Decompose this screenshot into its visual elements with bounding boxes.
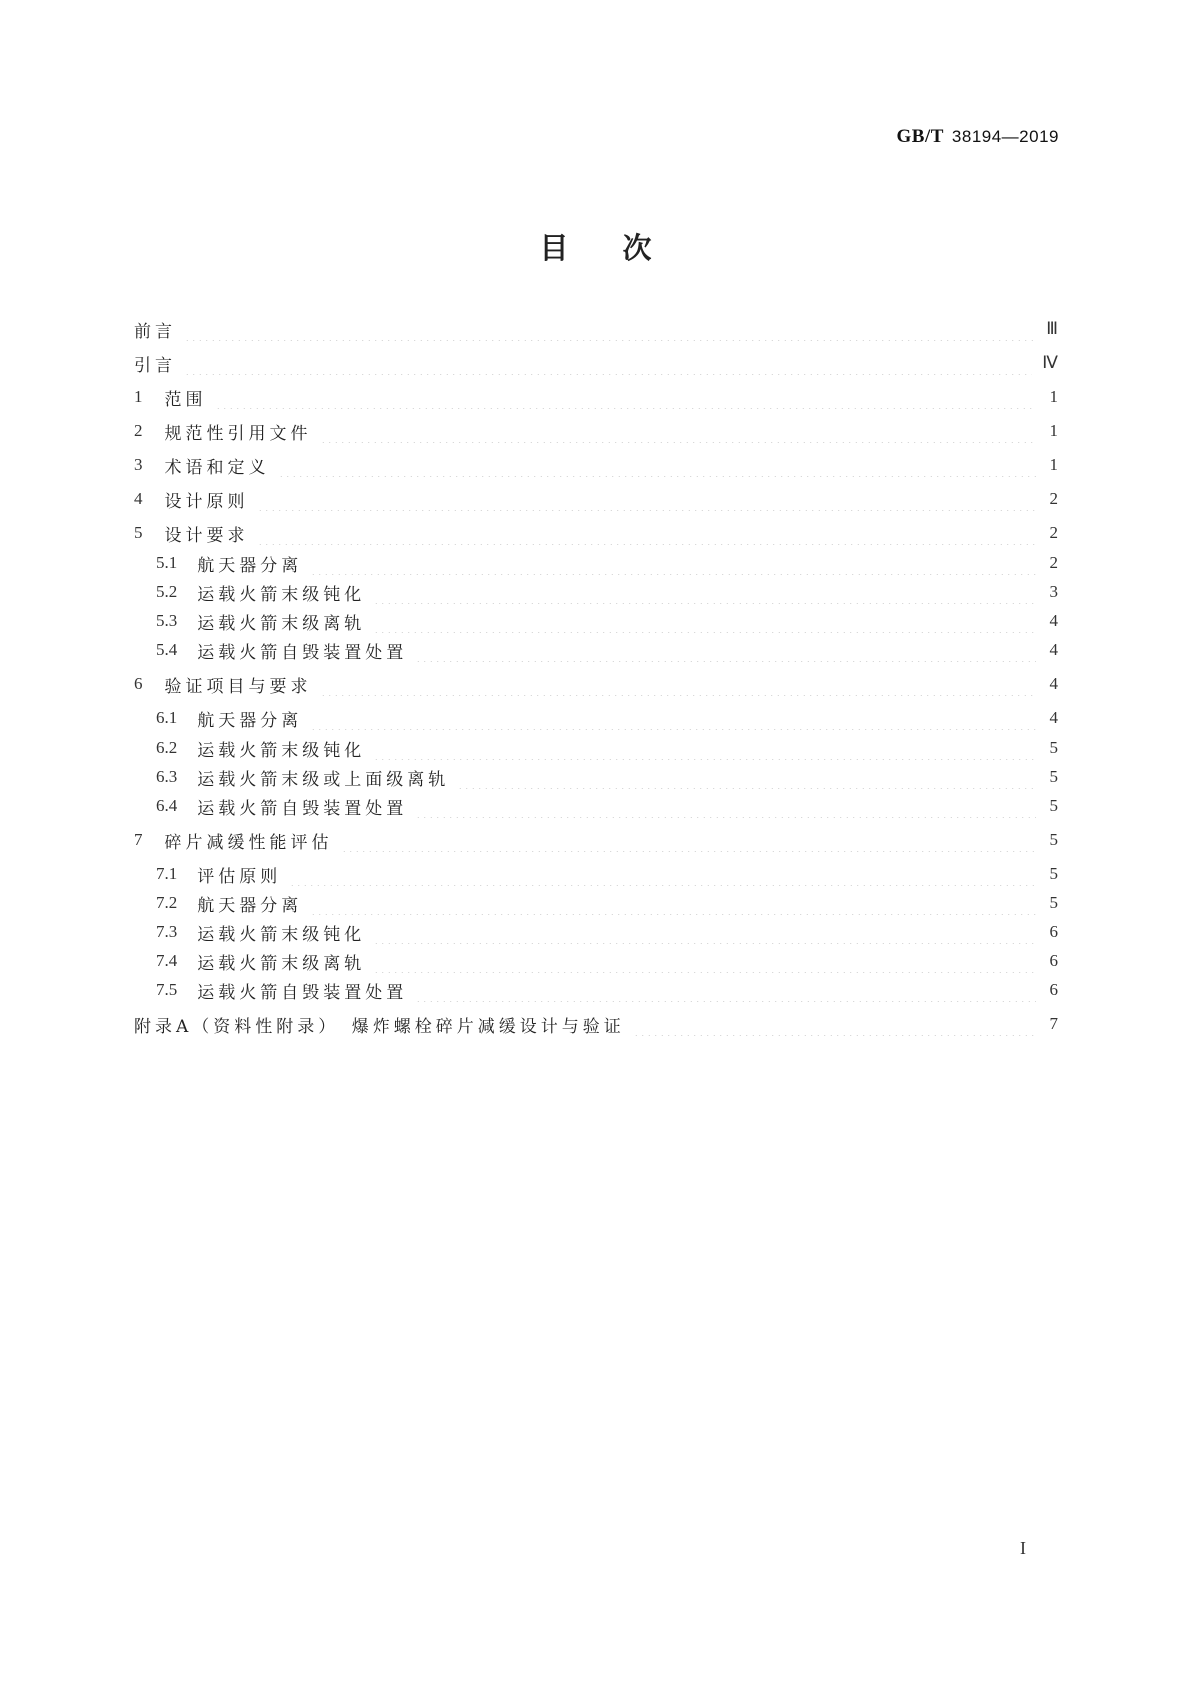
- toc-entry-page: 1: [1049, 387, 1058, 406]
- dot-leader: [257, 487, 1037, 511]
- toc-entry-number: 6.1: [156, 708, 178, 727]
- dot-leader: [633, 1012, 1036, 1036]
- toc-entry-number: 7.5: [156, 980, 178, 999]
- toc-entry-title: 航天器分离: [197, 895, 303, 916]
- dot-leader: [215, 385, 1037, 409]
- toc-entry-title: 评估原则: [197, 866, 282, 887]
- toc-entry-page: 2: [1049, 523, 1058, 542]
- dot-leader: [415, 638, 1036, 662]
- toc-entry-title: 运载火箭末级钝化: [197, 924, 366, 945]
- toc-entry-title: 航天器分离: [197, 555, 303, 576]
- toc-entry[interactable]: [134, 1012, 1058, 1036]
- toc-entry-page: 6: [1049, 980, 1058, 999]
- toc-entry-number: 4: [134, 489, 143, 508]
- toc-entry-title: 运载火箭末级钝化: [197, 584, 366, 605]
- dot-leader: [310, 551, 1036, 575]
- toc-entry[interactable]: [134, 487, 1058, 511]
- toc-entry-title: 航天器分离: [197, 710, 303, 731]
- toc-entry-number: 7: [134, 830, 143, 849]
- page-number: I: [1020, 1538, 1026, 1558]
- toc-entry-page: 2: [1049, 489, 1058, 508]
- toc-entry-number: 5: [134, 523, 143, 542]
- standard-number: [897, 126, 1060, 148]
- toc-entry[interactable]: [134, 551, 1058, 575]
- dot-leader: [373, 609, 1036, 633]
- toc-entry-page: 4: [1049, 640, 1058, 659]
- toc-entry-number: 6.2: [156, 738, 178, 757]
- toc-entry-number: 1: [134, 387, 143, 406]
- toc-entry[interactable]: [134, 828, 1058, 852]
- toc-entry-title: 运载火箭自毁装置处置: [197, 642, 408, 663]
- toc-entry[interactable]: [134, 978, 1058, 1002]
- standard-prefix: GB/T: [896, 126, 944, 147]
- dot-leader: [184, 351, 1032, 375]
- dot-leader: [415, 978, 1036, 1002]
- toc-entry-page: 2: [1049, 553, 1058, 572]
- toc-entry-title: 术语和定义: [164, 457, 270, 478]
- toc-entry-title: 运载火箭末级或上面级离轨: [197, 769, 450, 790]
- toc-entry-page: 5: [1049, 796, 1058, 815]
- toc-entry[interactable]: [134, 638, 1058, 662]
- toc-entry-page: 7: [1049, 1014, 1058, 1033]
- dot-leader: [373, 949, 1036, 973]
- dot-leader: [320, 672, 1037, 696]
- toc-entry-title: 设计要求: [164, 525, 249, 546]
- toc-entry[interactable]: [134, 453, 1058, 477]
- toc-entry-page: 5: [1049, 830, 1058, 849]
- toc-entry-number: 6.4: [156, 796, 178, 815]
- toc-entry[interactable]: [134, 419, 1058, 443]
- toc-entry-page: 5: [1049, 738, 1058, 757]
- toc-entry[interactable]: [134, 920, 1058, 944]
- toc-entry[interactable]: [134, 794, 1058, 818]
- toc-entry-number: 5.1: [156, 553, 178, 572]
- toc-entry-number: 5.4: [156, 640, 178, 659]
- toc-entry-title: 引言: [134, 355, 176, 376]
- dot-leader: [373, 736, 1036, 760]
- toc-entry-title: 碎片减缓性能评估: [164, 832, 333, 853]
- toc-entry-title: 附录A（资料性附录） 爆炸螺栓碎片减缓设计与验证: [134, 1016, 625, 1037]
- toc-entry-page: 5: [1049, 767, 1058, 786]
- toc-entry-title: 运载火箭末级离轨: [197, 613, 366, 634]
- toc-entry[interactable]: [134, 521, 1058, 545]
- toc-entry-number: 3: [134, 455, 143, 474]
- toc-entry[interactable]: [134, 949, 1058, 973]
- dot-leader: [341, 828, 1037, 852]
- toc-entry-title: 运载火箭末级离轨: [197, 953, 366, 974]
- toc-entry-number: 5.3: [156, 611, 178, 630]
- dot-leader: [373, 920, 1036, 944]
- dot-leader: [278, 453, 1037, 477]
- toc-entry[interactable]: [134, 317, 1058, 341]
- toc-entry-page: 5: [1049, 864, 1058, 883]
- toc-entry[interactable]: [134, 580, 1058, 604]
- toc-entry-title: 运载火箭自毁装置处置: [197, 982, 408, 1003]
- toc-entry[interactable]: [134, 862, 1058, 886]
- toc-entry[interactable]: [134, 891, 1058, 915]
- toc-entry-number: 7.2: [156, 893, 178, 912]
- toc-entry-number: 5.2: [156, 582, 178, 601]
- toc-entry-number: 6.3: [156, 767, 178, 786]
- dot-leader: [320, 419, 1037, 443]
- toc-entry-title: 前言: [134, 321, 176, 342]
- toc-entry-number: 2: [134, 421, 143, 440]
- toc-entry-number: 7.1: [156, 864, 178, 883]
- standard-code: 38194—2019: [951, 127, 1059, 146]
- toc-entry-page: 5: [1049, 893, 1058, 912]
- dot-leader: [184, 317, 1036, 341]
- dot-leader: [289, 862, 1036, 886]
- dot-leader: [310, 891, 1036, 915]
- toc-entry[interactable]: [134, 765, 1058, 789]
- dot-leader: [373, 580, 1036, 604]
- toc-entry[interactable]: [134, 736, 1058, 760]
- toc-entry[interactable]: [134, 609, 1058, 633]
- dot-leader: [415, 794, 1036, 818]
- toc-entry-title: 运载火箭末级钝化: [197, 740, 366, 761]
- toc-entry[interactable]: [134, 672, 1058, 696]
- toc-entry-number: 6: [134, 674, 143, 693]
- toc-entry-page: Ⅳ: [1042, 353, 1058, 372]
- toc-entry-page: 4: [1049, 611, 1058, 630]
- toc-entry-number: 7.4: [156, 951, 178, 970]
- toc-entry-page: 3: [1049, 582, 1058, 601]
- toc-entry-page: 4: [1049, 708, 1058, 727]
- dot-leader: [457, 765, 1036, 789]
- toc-entry-title: 规范性引用文件: [164, 423, 312, 444]
- toc-entry-number: 7.3: [156, 922, 178, 941]
- page-title: 目次: [539, 231, 706, 265]
- toc-entry-title: 运载火箭自毁装置处置: [197, 798, 408, 819]
- toc-entry-page: Ⅲ: [1046, 319, 1058, 338]
- toc-entry-page: 6: [1049, 951, 1058, 970]
- dot-leader: [310, 706, 1036, 730]
- toc-entry[interactable]: [134, 351, 1058, 375]
- dot-leader: [257, 521, 1037, 545]
- toc-entry[interactable]: [134, 385, 1058, 409]
- toc-entry-page: 1: [1049, 421, 1058, 440]
- toc-entry-page: 6: [1049, 922, 1058, 941]
- toc-entry-title: 验证项目与要求: [164, 676, 312, 697]
- toc-entry-title: 设计原则: [164, 491, 249, 512]
- toc-entry-title: 范围: [164, 389, 207, 410]
- toc-entry-page: 4: [1049, 674, 1058, 693]
- toc-entry-page: 1: [1049, 455, 1058, 474]
- toc-entry[interactable]: [134, 706, 1058, 730]
